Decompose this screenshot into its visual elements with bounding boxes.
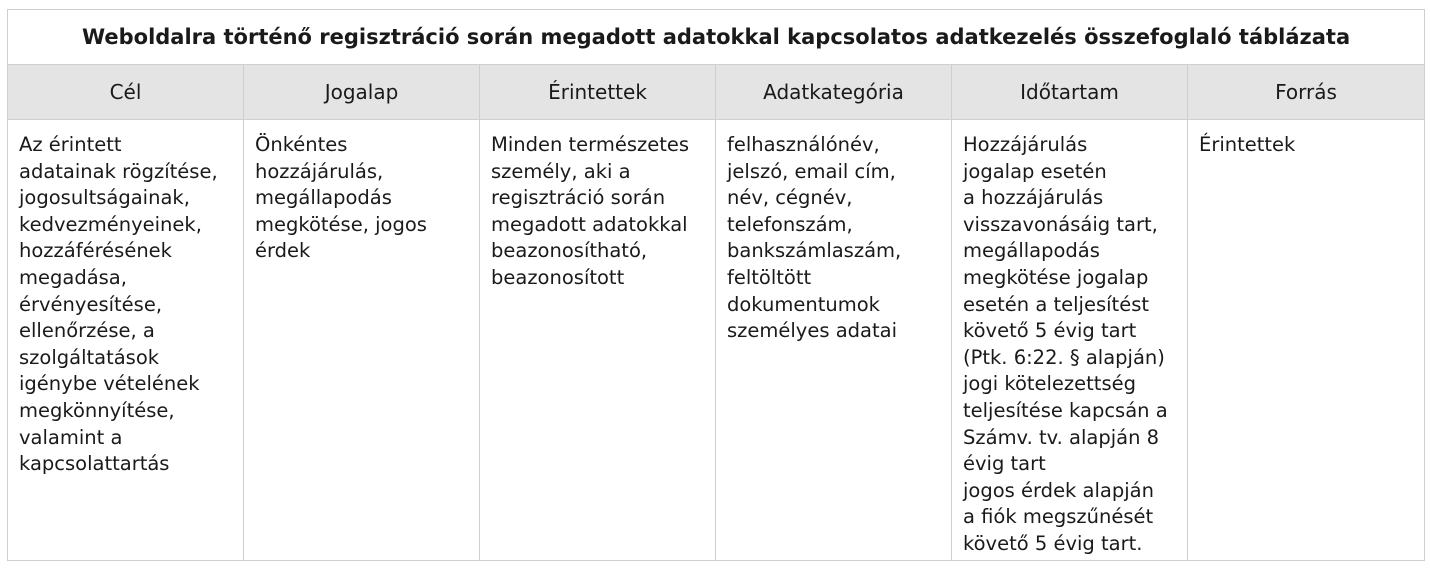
- cell-adatkategoria: felhasználónév, jelszó, email cím, név, cégnév, telefonszám, bankszámlaszám, feltöltött dokumentumok személyes adatai: [716, 120, 952, 561]
- table-title: Weboldalra történő regisztráció során megadott adatokkal kapcsolatos adatkezelés összefoglaló táblázata: [8, 10, 1425, 65]
- header-cel: Cél: [8, 65, 244, 120]
- header-forras: Forrás: [1188, 65, 1425, 120]
- cell-cel: Az érintett adatainak rögzítése, jogosultságainak, kedvezményeinek, hozzáférésének megadása, érvényesítése, ellenőrzése, a szolgáltatások igénybe vételének megkönnyítése, valamint a kapcsolattartás: [8, 120, 244, 561]
- data-processing-summary: [7, 9, 1424, 561]
- cell-erintettek: Minden természetes személy, aki a regisztráció során megadott adatokkal beazonosítható, beazonosított: [480, 120, 716, 561]
- cell-idotartam: Hozzájárulás jogalap esetén a hozzájárulás visszavonásáig tart, megállapodás megkötése jogalap esetén a teljesítést követő 5 évig tart (Ptk. 6:22. § alapján) jogi kötelezettség teljesítése kapcsán a Számv. tv. alapján 8 évig tart jogos érdek alapján a fiók megszűnését követő 5 évig tart.: [952, 120, 1188, 561]
- header-adatkategoria: Adatkategória: [716, 65, 952, 120]
- summary-table: [7, 9, 1425, 561]
- cell-forras: Érintettek: [1188, 120, 1425, 561]
- table-header-row: [8, 65, 1425, 120]
- table-row: [8, 120, 1425, 561]
- table-title-row: [8, 10, 1425, 65]
- header-erintettek: Érintettek: [480, 65, 716, 120]
- header-jogalap: Jogalap: [244, 65, 480, 120]
- header-idotartam: Időtartam: [952, 65, 1188, 120]
- cell-jogalap: Önkéntes hozzájárulás, megállapodás megkötése, jogos érdek: [244, 120, 480, 561]
